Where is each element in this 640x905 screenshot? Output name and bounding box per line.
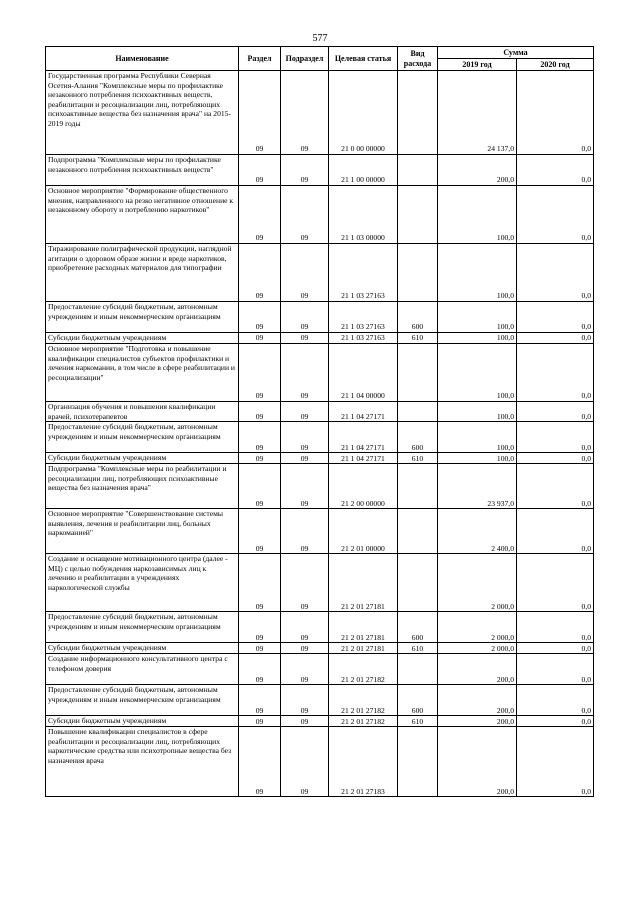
row-expense-cell xyxy=(398,344,438,402)
row-sum-2019-cell: 100,0 xyxy=(438,244,517,302)
row-sum-2019-cell: 2 000,0 xyxy=(438,554,517,612)
header-name: Наименование xyxy=(46,47,239,71)
header-year-2020: 2020 год xyxy=(517,59,594,71)
row-subsection-cell: 09 xyxy=(281,464,329,509)
row-sum-2019-cell: 100,0 xyxy=(438,186,517,244)
row-subsection-cell: 09 xyxy=(281,402,329,422)
row-target-cell: 21 1 03 00000 xyxy=(329,186,398,244)
header-target: Целевая статья xyxy=(329,47,398,71)
table-body xyxy=(46,71,594,797)
table-row xyxy=(46,344,594,402)
row-expense-cell: 600 xyxy=(398,685,438,716)
row-sum-2020-cell: 0,0 xyxy=(517,344,594,402)
row-sum-2020-cell: 0,0 xyxy=(517,509,594,554)
table-row xyxy=(46,685,594,716)
table-row xyxy=(46,453,594,464)
row-sum-2019-cell: 200,0 xyxy=(438,685,517,716)
row-subsection-cell: 09 xyxy=(281,453,329,464)
header-year-2019: 2019 год xyxy=(438,59,517,71)
header-sum: Сумма xyxy=(438,47,594,59)
row-section-cell: 09 xyxy=(239,71,281,155)
row-sum-2019-cell: 100,0 xyxy=(438,402,517,422)
row-sum-2020-cell: 0,0 xyxy=(517,186,594,244)
row-sum-2020-cell: 0,0 xyxy=(517,643,594,654)
row-sum-2019-cell: 2 400,0 xyxy=(438,509,517,554)
row-name-cell: Создание информационного консультативного центра с телефоном доверия xyxy=(46,654,239,685)
row-target-cell: 21 2 01 27181 xyxy=(329,554,398,612)
header-subsection: Подраздел xyxy=(281,47,329,71)
row-expense-cell: 600 xyxy=(398,302,438,333)
row-sum-2020-cell: 0,0 xyxy=(517,464,594,509)
row-expense-cell xyxy=(398,155,438,186)
row-expense-cell xyxy=(398,509,438,554)
row-target-cell: 21 2 01 27182 xyxy=(329,654,398,685)
row-name-cell: Подпрограмма "Комплексные меры по реабилитации и ресоциализации лиц, потребляющих психоактивные вещества без назначения врача" xyxy=(46,464,239,509)
row-sum-2019-cell: 24 137,0 xyxy=(438,71,517,155)
row-section-cell: 09 xyxy=(239,554,281,612)
budget-table xyxy=(45,46,594,797)
table-row xyxy=(46,509,594,554)
row-sum-2020-cell: 0,0 xyxy=(517,612,594,643)
row-name-cell: Организация обучения и повышения квалификации врачей, психотерапевтов xyxy=(46,402,239,422)
row-name-cell: Предоставление субсидий бюджетным, автономным учреждениям и иным некоммерческим организациям xyxy=(46,302,239,333)
row-sum-2019-cell: 100,0 xyxy=(438,422,517,453)
row-section-cell: 09 xyxy=(239,727,281,797)
row-target-cell: 21 1 03 27163 xyxy=(329,302,398,333)
row-section-cell: 09 xyxy=(239,333,281,344)
row-sum-2019-cell: 200,0 xyxy=(438,654,517,685)
row-target-cell: 21 2 01 27183 xyxy=(329,727,398,797)
row-name-cell: Субсидии бюджетным учреждениям xyxy=(46,643,239,654)
header-section: Раздел xyxy=(239,47,281,71)
row-target-cell: 21 2 01 27181 xyxy=(329,612,398,643)
row-subsection-cell: 09 xyxy=(281,509,329,554)
row-expense-cell: 600 xyxy=(398,422,438,453)
row-name-cell: Основное мероприятие "Совершенствование системы выявления, лечения и реабилитации лиц, больных наркоманией" xyxy=(46,509,239,554)
row-section-cell: 09 xyxy=(239,422,281,453)
row-sum-2019-cell: 23 937,0 xyxy=(438,464,517,509)
table-row xyxy=(46,244,594,302)
row-sum-2020-cell: 0,0 xyxy=(517,422,594,453)
row-expense-cell: 600 xyxy=(398,612,438,643)
row-sum-2019-cell: 2 000,0 xyxy=(438,643,517,654)
row-section-cell: 09 xyxy=(239,612,281,643)
row-name-cell: Государственная программа Республики Северная Осетия-Алания "Комплексные меры по профилактике незаконного потребления психоактивных веществ, реабилитации и ресоциализации лиц, потребляющих психоактивные вещества без назначения врача" на 2015-2019 годы xyxy=(46,71,239,155)
table-row xyxy=(46,302,594,333)
row-subsection-cell: 09 xyxy=(281,344,329,402)
row-name-cell: Подпрограмма "Комплексные меры по профилактике незаконного потребления психоактивных веществ" xyxy=(46,155,239,186)
table-row xyxy=(46,654,594,685)
row-section-cell: 09 xyxy=(239,509,281,554)
table-row xyxy=(46,612,594,643)
row-section-cell: 09 xyxy=(239,244,281,302)
row-expense-cell: 610 xyxy=(398,453,438,464)
row-sum-2019-cell: 200,0 xyxy=(438,155,517,186)
table-row xyxy=(46,155,594,186)
row-target-cell: 21 1 03 27163 xyxy=(329,333,398,344)
row-name-cell: Повышение квалификации специалистов в сфере реабилитации и ресоциализации лиц, потребляющих наркотические средства или психотропные вещества без назначения врача xyxy=(46,727,239,797)
row-sum-2019-cell: 2 000,0 xyxy=(438,612,517,643)
table-row xyxy=(46,186,594,244)
row-name-cell: Предоставление субсидий бюджетным, автономным учреждениям и иным некоммерческим организациям xyxy=(46,422,239,453)
row-section-cell: 09 xyxy=(239,344,281,402)
row-sum-2020-cell: 0,0 xyxy=(517,155,594,186)
row-expense-cell xyxy=(398,186,438,244)
table-row xyxy=(46,643,594,654)
header-expense-type: Вид расхода xyxy=(398,47,438,71)
row-subsection-cell: 09 xyxy=(281,333,329,344)
row-sum-2019-cell: 100,0 xyxy=(438,453,517,464)
row-subsection-cell: 09 xyxy=(281,554,329,612)
table-row xyxy=(46,422,594,453)
row-section-cell: 09 xyxy=(239,685,281,716)
row-section-cell: 09 xyxy=(239,402,281,422)
table-row xyxy=(46,333,594,344)
table-row xyxy=(46,464,594,509)
row-name-cell: Тиражирование полиграфической продукции, наглядной агитации о здоровом образе жизни и вреде наркотиков, приобретение расходных материалов для типографии xyxy=(46,244,239,302)
row-name-cell: Субсидии бюджетным учреждениям xyxy=(46,716,239,727)
row-subsection-cell: 09 xyxy=(281,716,329,727)
row-sum-2020-cell: 0,0 xyxy=(517,402,594,422)
row-name-cell: Субсидии бюджетным учреждениям xyxy=(46,453,239,464)
row-section-cell: 09 xyxy=(239,302,281,333)
row-subsection-cell: 09 xyxy=(281,71,329,155)
row-expense-cell: 610 xyxy=(398,333,438,344)
row-target-cell: 21 1 00 00000 xyxy=(329,155,398,186)
row-section-cell: 09 xyxy=(239,654,281,685)
row-sum-2019-cell: 100,0 xyxy=(438,302,517,333)
row-subsection-cell: 09 xyxy=(281,244,329,302)
page-number: 577 xyxy=(312,33,328,44)
row-section-cell: 09 xyxy=(239,716,281,727)
row-target-cell: 21 2 01 27182 xyxy=(329,716,398,727)
row-sum-2019-cell: 200,0 xyxy=(438,716,517,727)
row-subsection-cell: 09 xyxy=(281,186,329,244)
row-expense-cell xyxy=(398,402,438,422)
row-sum-2019-cell: 200,0 xyxy=(438,727,517,797)
row-sum-2020-cell: 0,0 xyxy=(517,716,594,727)
row-subsection-cell: 09 xyxy=(281,612,329,643)
row-sum-2020-cell: 0,0 xyxy=(517,244,594,302)
row-subsection-cell: 09 xyxy=(281,727,329,797)
row-sum-2020-cell: 0,0 xyxy=(517,685,594,716)
row-name-cell: Создание и оснащение мотивационного центра (далее - МЦ) с целью побуждения наркозависимых лиц к лечению и реабилитации в учреждениях наркологической службы xyxy=(46,554,239,612)
row-expense-cell: 610 xyxy=(398,716,438,727)
row-expense-cell: 610 xyxy=(398,643,438,654)
row-name-cell: Предоставление субсидий бюджетным, автономным учреждениям и иным некоммерческим организациям xyxy=(46,612,239,643)
table-row xyxy=(46,402,594,422)
row-sum-2020-cell: 0,0 xyxy=(517,727,594,797)
table-row xyxy=(46,554,594,612)
row-expense-cell xyxy=(398,244,438,302)
row-name-cell: Основное мероприятие "Формирование общественного мнения, направленного на резко негативное отношение к незаконному обороту и потреблению наркотиков" xyxy=(46,186,239,244)
row-target-cell: 21 1 04 27171 xyxy=(329,402,398,422)
row-subsection-cell: 09 xyxy=(281,422,329,453)
table-row xyxy=(46,71,594,155)
row-section-cell: 09 xyxy=(239,643,281,654)
row-target-cell: 21 2 01 27181 xyxy=(329,643,398,654)
row-section-cell: 09 xyxy=(239,186,281,244)
row-sum-2020-cell: 0,0 xyxy=(517,554,594,612)
row-sum-2020-cell: 0,0 xyxy=(517,453,594,464)
row-subsection-cell: 09 xyxy=(281,654,329,685)
row-target-cell: 21 1 04 00000 xyxy=(329,344,398,402)
table-row xyxy=(46,727,594,797)
row-name-cell: Предоставление субсидий бюджетным, автономным учреждениям и иным некоммерческим организациям xyxy=(46,685,239,716)
table-row xyxy=(46,716,594,727)
row-target-cell: 21 1 03 27163 xyxy=(329,244,398,302)
row-sum-2020-cell: 0,0 xyxy=(517,654,594,685)
row-name-cell: Основное мероприятие "Подготовка и повышение квалификации специалистов субъектов профилактики и лечения наркомании, в том числе в сфере реабилитации и ресоциализации" xyxy=(46,344,239,402)
row-expense-cell xyxy=(398,71,438,155)
row-target-cell: 21 2 00 00000 xyxy=(329,464,398,509)
row-sum-2019-cell: 100,0 xyxy=(438,344,517,402)
row-subsection-cell: 09 xyxy=(281,643,329,654)
row-section-cell: 09 xyxy=(239,155,281,186)
row-expense-cell xyxy=(398,727,438,797)
row-target-cell: 21 2 01 00000 xyxy=(329,509,398,554)
row-sum-2020-cell: 0,0 xyxy=(517,71,594,155)
row-subsection-cell: 09 xyxy=(281,685,329,716)
row-target-cell: 21 1 04 27171 xyxy=(329,422,398,453)
row-expense-cell xyxy=(398,464,438,509)
row-sum-2020-cell: 0,0 xyxy=(517,302,594,333)
row-expense-cell xyxy=(398,654,438,685)
row-subsection-cell: 09 xyxy=(281,155,329,186)
row-target-cell: 21 2 01 27182 xyxy=(329,685,398,716)
row-section-cell: 09 xyxy=(239,464,281,509)
row-subsection-cell: 09 xyxy=(281,302,329,333)
row-expense-cell xyxy=(398,554,438,612)
row-section-cell: 09 xyxy=(239,453,281,464)
row-name-cell: Субсидии бюджетным учреждениям xyxy=(46,333,239,344)
row-sum-2019-cell: 100,0 xyxy=(438,333,517,344)
row-sum-2020-cell: 0,0 xyxy=(517,333,594,344)
row-target-cell: 21 1 04 27171 xyxy=(329,453,398,464)
row-target-cell: 21 0 00 00000 xyxy=(329,71,398,155)
